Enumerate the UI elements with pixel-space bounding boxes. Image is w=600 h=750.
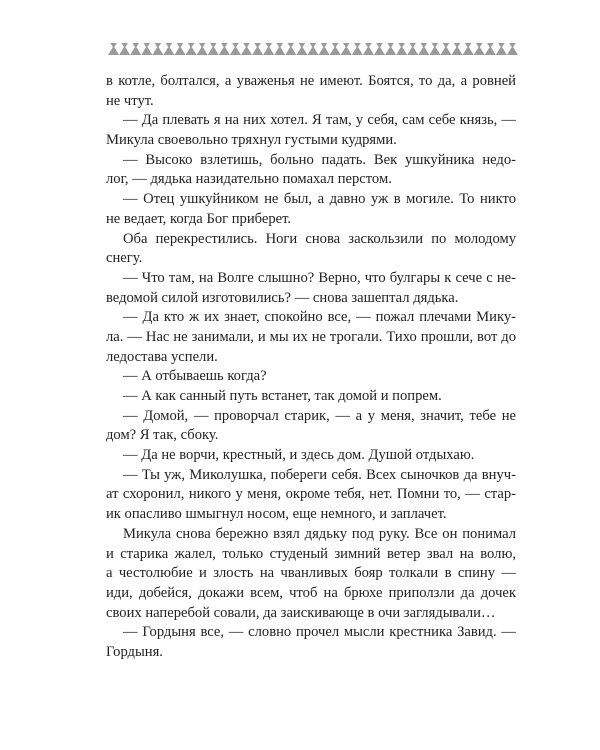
text-line: Гордыня. (106, 643, 163, 660)
text-line: ик опасливо шмыгнул носом, еще немного, и заплачет. (106, 506, 447, 523)
text-line: — Да не ворчи, крестный, и здесь дом. Душой отдыхаю. (123, 447, 475, 464)
text-line: в котле, болтался, а уваженья не имеют. Боятся, то да, а ровней (106, 73, 516, 89)
text-line: Микула снова бережно взял дядьку под руку. Все он понимал (123, 525, 516, 542)
ornament-triangle-down (365, 43, 372, 48)
text-line: — А отбываешь когда? (123, 368, 267, 385)
ornament-triangle-down (332, 43, 339, 48)
ornament-triangle-down (288, 43, 295, 48)
ornament-triangle-down (476, 43, 483, 48)
text-line: — Что там, на Волге слышно? Верно, что булгары к сече с не- (123, 269, 516, 286)
text-line: а честолюбие и злость на чванливых бояр толкали в спину — (106, 565, 516, 582)
decorative-border-ornament (108, 42, 518, 56)
text-line: ведомой силой изготовились? — снова зашептал дядька. (106, 289, 459, 306)
ornament-triangle-down (398, 43, 405, 48)
text-line: не ведает, когда Бог приберет. (106, 210, 292, 227)
text-line: лог, — дядька назидательно помахал перстом. (106, 171, 392, 188)
ornament-triangle-down (387, 43, 394, 48)
page-text-body (106, 72, 516, 663)
ornament-triangle-down (354, 43, 361, 48)
ornament-triangle-down (276, 43, 283, 48)
ornament-triangle-down (199, 43, 206, 48)
ornament-triangle-down (155, 43, 162, 48)
text-line: — Гордыня все, — словно прочел мысли крестника Завид. — (123, 624, 516, 641)
text-line: Оба перекрестились. Ноги снова заскользили по молодому (123, 230, 516, 247)
text-line: Микула своевольно тряхнул густыми кудрями. (106, 132, 397, 149)
ornament-triangle-down (454, 43, 461, 48)
text-line: иди, добейся, докажи всем, чтоб на брюхе приползли да дочек (106, 584, 516, 601)
text-line: ледостава успели. (106, 348, 218, 365)
text-line: — Домой, — проворчал старик, — а у меня, значит, тебе не (123, 407, 516, 424)
ornament-triangle-down (232, 43, 239, 48)
text-line: не чтут. (106, 92, 154, 109)
ornament-triangle-down (110, 43, 117, 48)
ornament-triangle-down (487, 43, 494, 48)
text-line: ла. — Нас не занимали, и мы их не трогали. Тихо прошли, вот до (106, 328, 516, 345)
text-line: своих наперебой совали, да заискивающе в очи заглядывали… (106, 604, 496, 621)
ornament-triangle-down (343, 43, 350, 48)
text-line: — Ты уж, Миколушка, побереги себя. Всех сыночков да внуч- (123, 466, 516, 483)
ornament-triangle-down (265, 43, 272, 48)
text-line: и старика жалел, только студеный зимний ветер звал на волю, (106, 545, 516, 562)
text-line: — Отец ушкуйником не был, а давно уж в могиле. То никто (123, 191, 516, 208)
ornament-triangle-down (166, 43, 173, 48)
ornament-triangle-down (443, 43, 450, 48)
text-line: дом? Я так, сбоку. (106, 427, 219, 444)
text-line: снегу. (106, 250, 143, 267)
ornament-triangle-down (221, 43, 228, 48)
ornament-triangle-down (177, 43, 184, 48)
ornament-triangle-down (432, 43, 439, 48)
ornament-triangle-down (243, 43, 250, 48)
ornament-triangle-down (498, 43, 505, 48)
text-line: — Высоко взлетишь, больно падать. Век ушкуйника недо- (123, 151, 516, 168)
ornament-triangle-down (310, 43, 317, 48)
text-line: — Да плевать я на них хотел. Я там, у себя, сам себе князь, — (123, 112, 516, 129)
ornament-triangle-down (254, 43, 261, 48)
ornament-triangle-down (321, 43, 328, 48)
ornament-triangle-down (409, 43, 416, 48)
text-line: — Да кто ж их знает, спокойно все, — пожал плечами Мику- (123, 309, 516, 326)
ornament-triangle-down (132, 43, 139, 48)
ornament-triangle-down (420, 43, 427, 48)
ornament-triangle-down (299, 43, 306, 48)
text-line: — А как санный путь встанет, так домой и попрем. (123, 388, 442, 404)
ornament-triangle-down (509, 43, 516, 48)
ornament-triangle-down (376, 43, 383, 48)
ornament-triangle-down (465, 43, 472, 48)
text-line: ат схоронил, никого у меня, окроме тебя, нет. Помни то, — стар- (106, 486, 516, 503)
ornament-triangle-down (121, 43, 128, 48)
ornament-triangle-down (143, 43, 150, 48)
ornament-triangle-down (210, 43, 217, 48)
ornament-triangle-down (188, 43, 195, 48)
